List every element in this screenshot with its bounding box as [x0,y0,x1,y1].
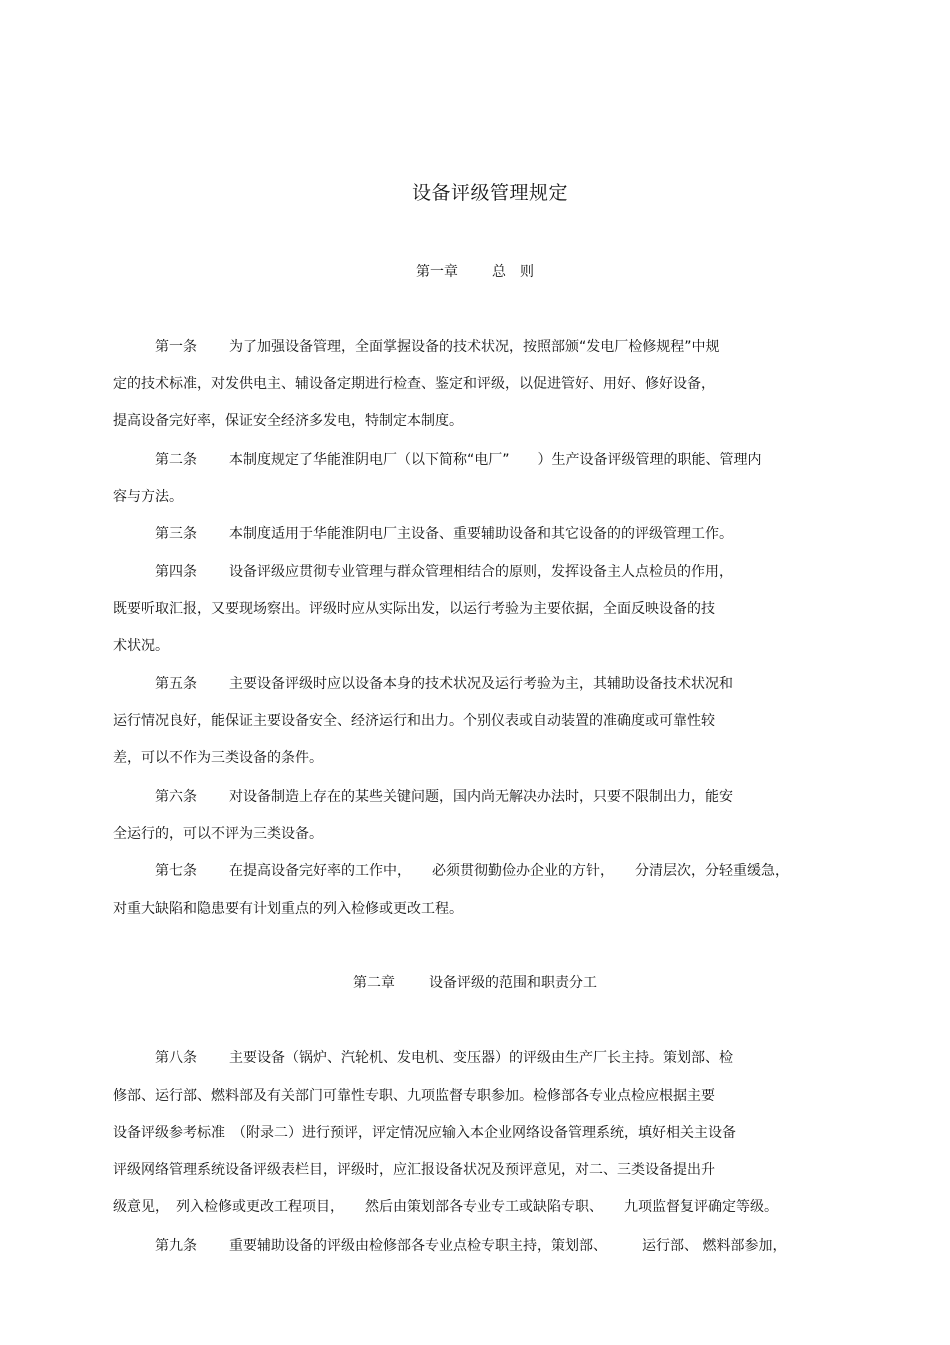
article-label: 第一条 [155,339,197,355]
article-5-line [155,673,733,693]
article-label: 第四条 [155,564,197,580]
chapter-number: 第一章 [416,264,458,280]
article-label: 第五条 [155,676,197,692]
article-label: 第三条 [155,526,197,542]
article-text: 重要辅助设备的评级由检修部各专业点检专职主持，策划部、 运行部、 燃料部参加， [229,1238,787,1254]
article-2-line: 容与方法。 [113,489,183,505]
article-text: 对设备制造上存在的某些关键问题，国内尚无解决办法时，只要不限制出力，能安 [229,789,733,805]
article-8-line: 设备评级参考标准 （附录二）进行预评，评定情况应输入本企业网络设备管理系统，填好相关主设备 [113,1125,736,1141]
article-label: 第八条 [155,1050,197,1066]
article-1-line: 定的技术标准，对发供电主、辅设备定期进行检查、鉴定和评级，以促进管好、用好、修好设备， [113,376,715,392]
article-6-line: 全运行的，可以不评为三类设备。 [113,826,323,842]
article-6-line [155,786,733,806]
article-7-line [155,860,789,880]
article-text: 本制度规定了华能淮阴电厂（以下简称“电厂” ）生产设备评级管理的职能、管理内 [229,452,762,468]
chapter-number: 第二章 [353,975,395,991]
article-7-line: 对重大缺陷和隐患要有计划重点的列入检修或更改工程。 [113,901,463,917]
article-text: 设备评级应贯彻专业管理与群众管理相结合的原则，发挥设备主人点检员的作用， [229,564,733,580]
article-1-line: 提高设备完好率，保证安全经济多发电，特制定本制度。 [113,413,463,429]
article-text: 主要设备评级时应以设备本身的技术状况及运行考验为主，其辅助设备技术状况和 [229,676,733,692]
article-4-line: 既要听取汇报，又要现场察出。评级时应从实际出发，以运行考验为主要依据，全面反映设备的技 [113,601,715,617]
article-4-line: 术状况。 [113,638,169,654]
article-label: 第七条 [155,863,197,879]
chapter-title: 设备评级的范围和职责分工 [429,975,597,991]
chapter-heading [0,261,950,281]
article-text: 主要设备（锅炉、汽轮机、发电机、变压器）的评级由生产厂长主持。策划部、检 [229,1050,733,1066]
article-label: 第六条 [155,789,197,805]
article-5-line: 运行情况良好，能保证主要设备安全、经济运行和出力。个别仪表或自动装置的准确度或可靠性较 [113,713,715,729]
article-4-line [155,561,733,581]
article-text: 本制度适用于华能淮阴电厂主设备、重要辅助设备和其它设备的的评级管理工作。 [229,526,733,542]
chapter-heading [0,972,950,992]
article-label: 第九条 [155,1238,197,1254]
chapter-title: 总 则 [492,264,534,280]
document-title: 设备评级管理规定 [411,182,568,204]
article-5-line: 差，可以不作为三类设备的条件。 [113,750,323,766]
article-1-line [155,336,720,356]
article-8-line: 评级网络管理系统设备评级表栏目，评级时，应汇报设备状况及预评意见，对二、三类设备提出升 [113,1162,715,1178]
article-8-line: 修部、运行部、燃料部及有关部门可靠性专职、九项监督专职参加。检修部各专业点检应根据主要 [113,1088,715,1104]
article-2-line [155,449,762,469]
article-9-line [155,1235,786,1255]
article-label: 第二条 [155,452,197,468]
article-8-line: 级意见， 列入检修或更改工程项目， 然后由策划部各专业专工或缺陷专职、 九项监督复评确定等级。 [113,1199,778,1215]
article-8-line [155,1047,733,1067]
article-text: 在提高设备完好率的工作中， 必须贯彻勤俭办企业的方针， 分清层次，分轻重缓急， [229,863,789,879]
article-text: 为了加强设备管理，全面掌握设备的技术状况，按照部颁“发电厂检修规程”中规 [229,339,720,355]
article-3-line [155,523,733,543]
